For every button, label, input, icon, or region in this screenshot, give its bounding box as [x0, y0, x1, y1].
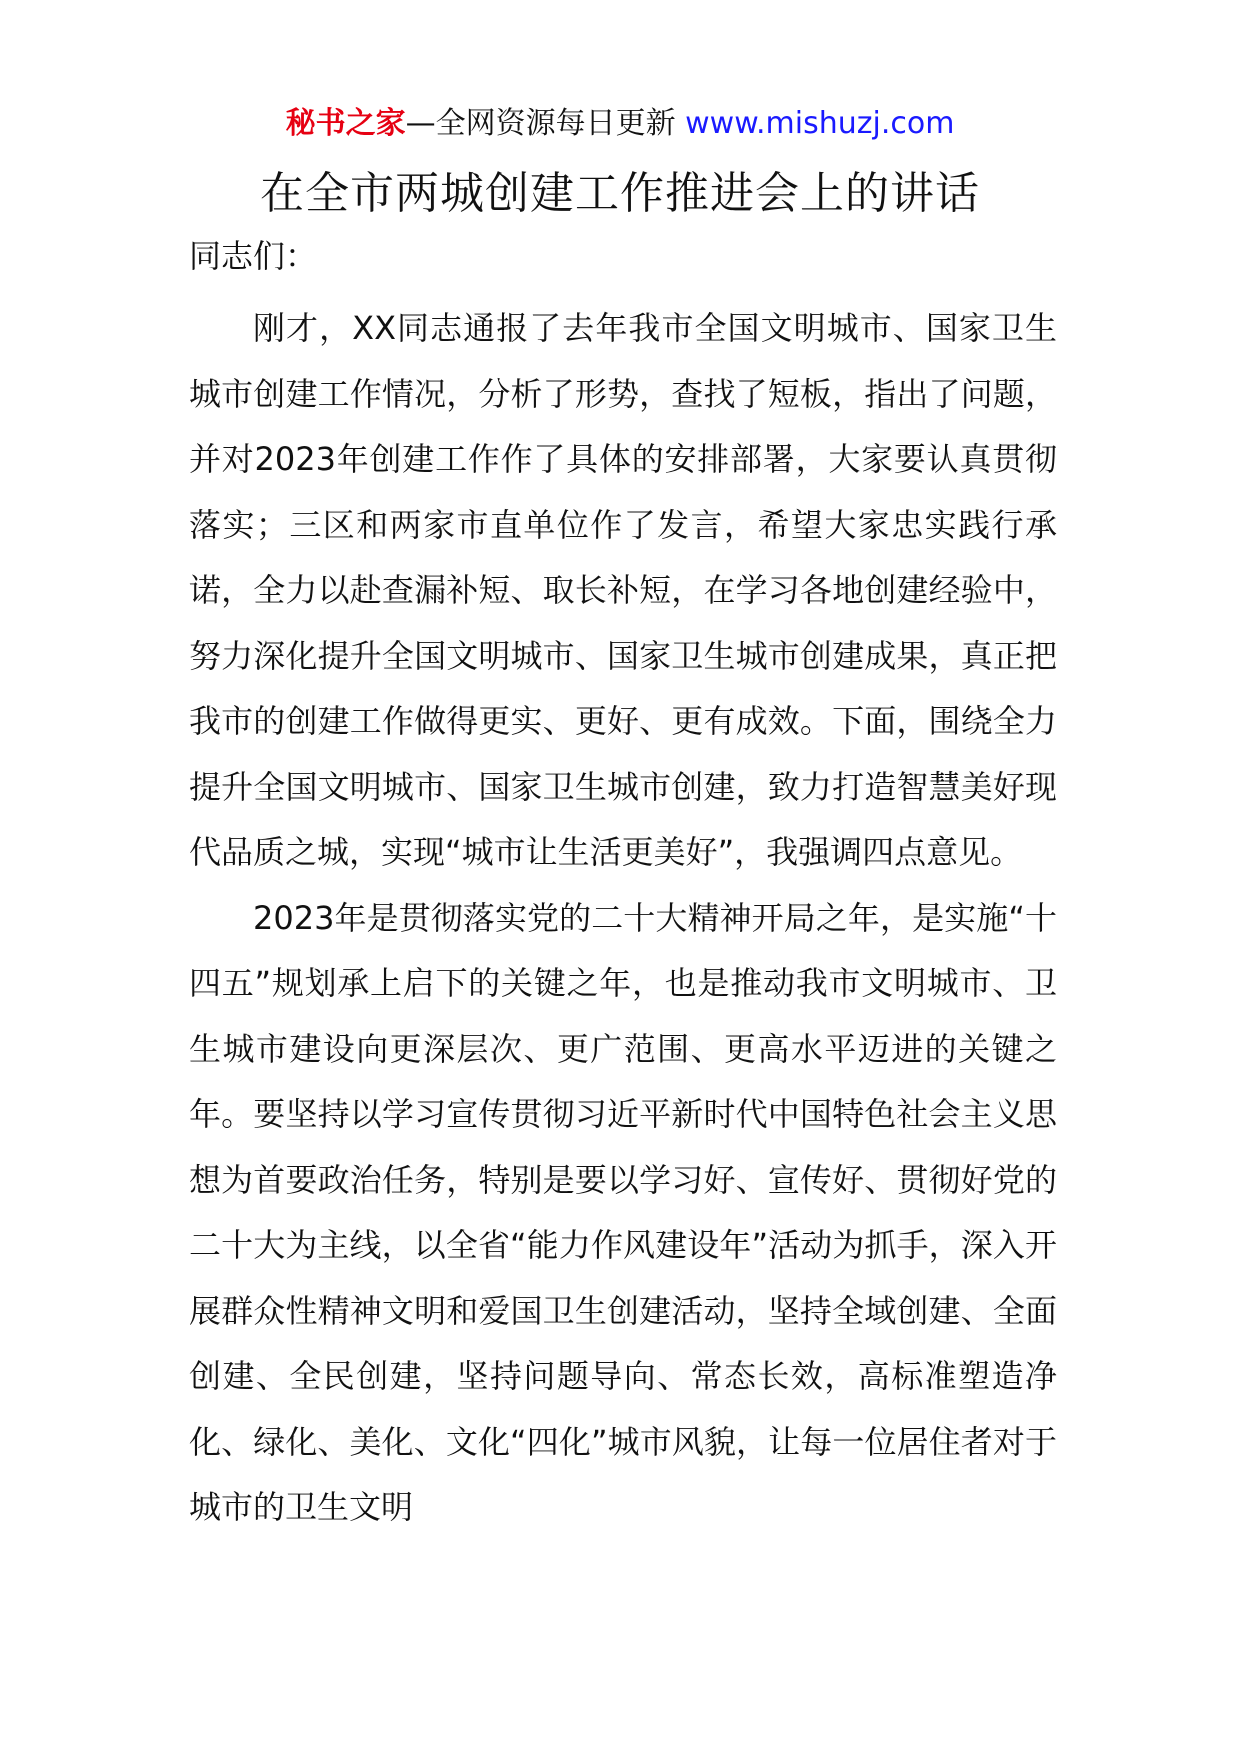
- paragraph-2: 2023年是贯彻落实党的二十大精神开局之年，是实施“十四五”规划承上启下的关键之年，也是推动我市文明城市、卫生城市建设向更深层次、更广范围、更高水平迈进的关键之年。要坚持以学习宣传贯彻习近平新时代中国特色社会主义思想为首要政治任务，特别是要以学习好、宣传好、贯彻好党的二十大为主线，以全省“能力作风建设年”活动为抓手，深入开展群众性精神文明和爱国卫生创建活动，坚持全域创建、全面创建、全民创建，坚持问题导向、常态长效，高标准塑造净化、绿化、美化、文化“四化”城市风貌，让每一位居住者对于城市的卫生文明: [189, 898, 1057, 1526]
- site-header: [0, 104, 1240, 144]
- salutation: 同志们：: [189, 237, 318, 275]
- brand-name: 秘书之家: [285, 106, 406, 141]
- paragraph-1: 刚才，XX同志通报了去年我市全国文明城市、国家卫生城市创建工作情况，分析了形势，查找了短板，指出了问题，并对2023年创建工作作了具体的安排部署，大家要认真贯彻落实；三区和两家市直单位作了发言，希望大家忠实践行承诺，全力以赴查漏补短、取长补短，在学习各地创建经验中，努力深化提升全国文明城市、国家卫生城市创建成果，真正把我市的创建工作做得更实、更好、更有成效。下面，围绕全力提升全国文明城市、国家卫生城市创建，致力打造智慧美好现代品质之城，实现“城市让生活更美好”，我强调四点意见。: [189, 309, 1057, 871]
- site-url-link[interactable]: www.mishuzj.com: [685, 106, 955, 141]
- header-tagline: —全网资源每日更新: [405, 106, 676, 141]
- document-title: 在全市两城创建工作推进会上的讲话: [260, 168, 980, 219]
- document-body: [189, 230, 1057, 1541]
